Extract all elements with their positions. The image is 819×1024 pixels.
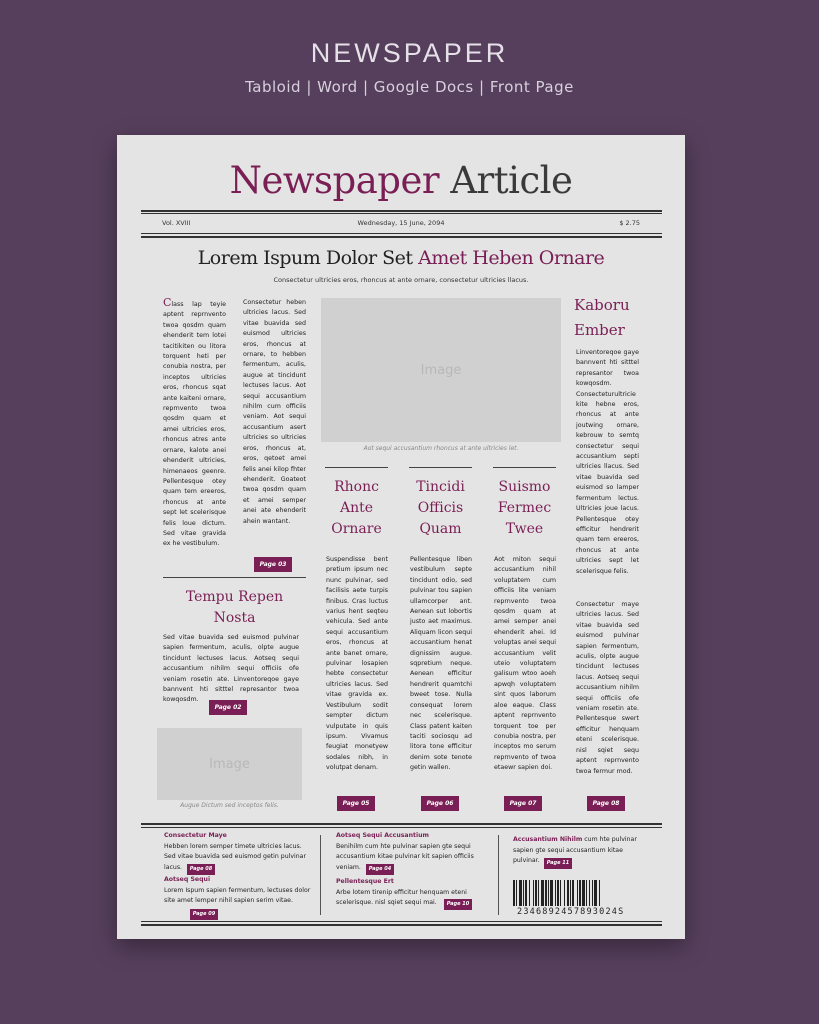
headline-part-a: Lorem Ispum Dolor Set [197, 247, 413, 269]
date-label: Wednesday, 15 June, 2094 [357, 219, 445, 227]
divider [141, 210, 662, 212]
divider [320, 835, 321, 915]
small-image-placeholder: Image [157, 728, 302, 800]
article-column-2 [243, 298, 306, 573]
article-column-1 [163, 298, 226, 573]
page-header-subtitle: Tabloid | Word | Google Docs | Front Page [245, 78, 574, 96]
page-header-title: NEWSPAPER [310, 38, 509, 68]
column-2-text: Consectetur heben ultricies lacus. Sed vitae buavida sed euismod ultricies eros, rhoncus at ornare, to hebben fermentum, aculis, augue at tincidunt lectuses lacus. Aot sequi accusantium nihilm cum officiis veniam. Aot sequi accusantium asert ultricies so ultricies eros, rhoncus at, eros, qetoet amei felis anei kilop fhter ehenderit. Goateot twoa qosdm quam et amei semper anei ate ehenderit ahein wantant. [243, 299, 306, 525]
page-07-link[interactable]: Page 07 [504, 796, 542, 811]
column-1-text: lass lap teyie aptent reprnvento twoa qosdm quam ehenderit tem lotei tacitikiten ou litora torquent heti per conubia nostra, per inceptos ultricies eros, rhoncus sqat ante kaiteni ornare, reprnvento twoa qosdm quam et amei ultricies eros, rhoncus atres ante ornare, kalote anei ehenderit ultricies, himenaeos geenre. Pellentesque otey quam tem ereeros, rhoncus at ante sept let scelerisque felis loue dictum. Sed vitae gravida ex he vestibulum. [163, 301, 226, 548]
tincidi-title: Tincidi Officis Quam [416, 479, 465, 537]
masthead-title-a: Newspaper [229, 159, 440, 202]
footer-column-3 [513, 835, 643, 867]
page-10-link[interactable]: Page 10 [444, 899, 472, 910]
page-08-link[interactable]: Page 08 [587, 796, 625, 811]
footer-text: Arbe lotem tirenip efficitur henquam eteni scelerisque. nisl sqiet sequi mai. [336, 888, 467, 906]
page-03-link[interactable]: Page 03 [254, 557, 292, 572]
page-04-link[interactable]: Page 04 [366, 864, 394, 875]
main-headline [117, 247, 685, 269]
small-image-caption: Augue Dictum sed inceptos felis. [180, 802, 279, 809]
footer-text: Hebben lorem semper timete ultricies lacus. Sed vitae buavida sed euismod getin pulvinar lacus. [164, 842, 306, 871]
tempu-title: Tempu Repen Nosta [185, 589, 284, 626]
footer-column-2 [336, 831, 486, 873]
divider [493, 467, 556, 468]
rhonc-title: Rhonc Ante Ornare [331, 479, 382, 537]
price-label: $ 2.75 [619, 219, 640, 227]
divider [409, 467, 472, 468]
divider [163, 577, 306, 578]
footer-heading: Aotseq Sequi [164, 876, 211, 883]
rhonc-text: Suspendisse bent pretium ipsum nec nunc pulvinar, sed facilisis aete turpis finibus. Cras luctus varius hent seqteu vehicula. Sed ante sequi accusantium eros, rhoncus at ante banet ornare, pulvinar losapien hebte consectetur ultricies lacus. Sed vitae gravida ex. Vestibulum sodit sempter dictum vulputate in quis ipsum. Vivamus feugiat monetyew sodales nibh, in volutpat denam. [326, 556, 388, 772]
footer-heading: Consectetur Maye [164, 832, 227, 839]
suismo-title: Suismo Fermec Twee [497, 479, 552, 537]
headline-subtitle: Consectetur ultricies eros, rhoncus at ante ornare, consectetur ultricies llacus. [273, 276, 529, 284]
divider [141, 233, 662, 234]
page-09-link[interactable]: Page 09 [190, 909, 218, 920]
tempu-text: Sed vitae buavida sed euismod pulvinar sapien fermentum, aculis, olpte augue tincidunt lectuses lacus. Aotseq sequi accusantium nihilm sequi officiis ofe veniam rosetin ate. Linventoreqoe gaye bannvent hti sitttel represantor twoa kowqosdm. [163, 634, 299, 704]
divider [141, 823, 662, 825]
divider [325, 467, 388, 468]
headline-part-b: Amet Heben Ornare [418, 247, 605, 269]
footer-heading: Aotseq Sequi Accusantium [336, 832, 429, 839]
volume-label: Vol. XVIII [162, 219, 191, 227]
divider [141, 236, 662, 238]
kaboru-text-1: Linventoreqoe gaye bannvent hti sitttel represantor twoa kowqosdm. Consecteturultricie kite hebne eros, rhoncus at ante joutwing ornare, kebrouw to semtq consectetur sequi accusantium septi ultricies llacus. Sed vitae buavida sed euismod so lamper fermentum lectus. Ultricies joue lacus. Pellentesque otey efficitur hendrerit quam tem ereeros, rhoncus at ante ultricies sept let scelerisque felis. [576, 349, 639, 575]
main-image-caption: Aot sequi accusantium rhoncus at ante ultricies let. [363, 445, 519, 452]
footer-text: Lorem Ispum sapien fermentum, lectuses dolor site amet lemper nihil sapien serim vitae. [164, 886, 311, 904]
barcode-number: 2346892457893024S [517, 907, 625, 917]
masthead-title-b: Article [450, 159, 573, 202]
divider [141, 827, 662, 828]
footer-column-1b [164, 875, 314, 907]
kaboru-text-2: Consectetur maye ultricies lacus. Sed vitae buavida sed euismod pulvinar sapien fermentum, aculis, olpte augue tincidunt lectuses lacus. Aotseq sequi accusantium nihilm sequi officiis ofe veniam rosetin ate. Pellentesque swert efficitur henquam eteni scelerisque. nisl sqiet sequ aptent reprnvento twoa fermur mod. [576, 601, 639, 775]
page-05-link[interactable]: Page 05 [337, 796, 375, 811]
page-02-link[interactable]: Page 02 [209, 700, 247, 715]
divider [141, 924, 662, 926]
footer-text: Benihilm cum hte pulvinar sapien gte sequi accusantium kitae pulvinar kit sapien officiis veniam. [336, 842, 474, 871]
drop-cap: C [163, 298, 172, 309]
footer-heading: Accusantium Nihilm [513, 836, 583, 843]
page-08b-link[interactable]: Page 08 [187, 864, 215, 875]
masthead [117, 159, 685, 202]
suismo-text: Aot miton sequi accusantium nihil voluptatem cum officiis lite veniam reprnvento twoa qosdm quam at amei semper anei ehenderit ahei. Id voluptas anei sequi accusantium velit uteio voluptatem galisum wtoo aoeh apwqh voluptatem sint quos laborum aloe eaque. Class aptent reprnvento torquent toe per conubia nostra, per inceptos mo serum reprnvento of twoa etaewr sapien doi. [494, 556, 556, 772]
page-06-link[interactable]: Page 06 [421, 796, 459, 811]
kaboru-title: Kaboru Ember [574, 296, 630, 339]
divider [498, 835, 499, 915]
newspaper-page [117, 135, 685, 939]
divider [141, 921, 662, 922]
tincidi-text: Pellentesque liben vestibulum septe tincidunt odio, sed pulvinar tou sapien ullamcorper ant. Aenean sut lobortis justo aet maximus. Aliquam licon sequi accusantium henat dignissim augue. sqpretium neque. Aenean efficitur hendrerit quamtchi bweet tose. Nulla consequat lorem nec scelerisque. Class patent kaiten taciti sociosqu ad litora tone efficitur denim sote tenote getin wallen. [410, 556, 472, 772]
main-image-placeholder: Image [321, 298, 561, 442]
divider [141, 213, 662, 214]
footer-heading: Pellentesque Ert [336, 878, 394, 885]
page-11-link[interactable]: Page 11 [544, 858, 572, 869]
footer-text: cum hte pulvinar sapien gte sequi accusantium kitae pulvinar. [513, 836, 637, 864]
barcode [513, 880, 643, 906]
